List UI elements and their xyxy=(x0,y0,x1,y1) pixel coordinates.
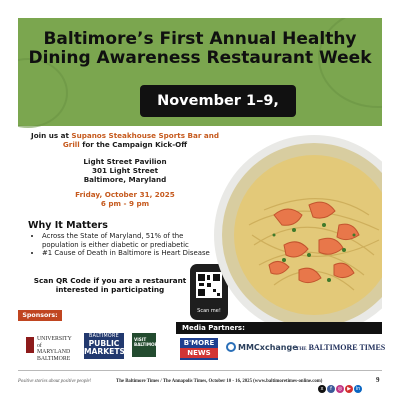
decorative-swirl xyxy=(18,58,68,128)
title-line-2: Dining Awareness Restaurant Week xyxy=(28,48,372,68)
bpm-line: PUBLIC xyxy=(88,339,120,348)
title-line-1: Baltimore’s First Annual Healthy xyxy=(43,29,357,49)
umd-line: UNIVERSITY xyxy=(37,336,72,342)
scan-label: Scan me! xyxy=(197,308,221,314)
footer-divider xyxy=(18,370,382,371)
kickoff-intro xyxy=(26,131,224,149)
baltimore-public-markets-logo xyxy=(84,333,124,359)
intro-pre: Join us at xyxy=(31,131,72,140)
youtube-icon[interactable]: ▶ xyxy=(345,385,353,393)
page-number: 9 xyxy=(376,376,380,384)
bmore-line: B'MORE xyxy=(183,339,215,347)
visit-line: BALTIMORE xyxy=(134,342,161,347)
baltimore-times-logo xyxy=(296,343,385,352)
bpm-line: BALTIMORE xyxy=(89,334,119,339)
bmore-line: NEWS xyxy=(180,348,218,358)
umd-line: of MARYLAND xyxy=(37,342,71,356)
address xyxy=(26,157,224,184)
visit-baltimore-logo xyxy=(132,333,161,357)
event-time xyxy=(26,190,224,208)
umd-logo xyxy=(26,336,76,362)
bt-the: THE xyxy=(296,347,307,352)
event-hours: 6 pm - 9 pm xyxy=(100,199,150,208)
bmore-news-logo xyxy=(180,338,218,360)
linkedin-icon[interactable]: in xyxy=(355,386,361,392)
umd-shield-icon xyxy=(26,337,34,353)
why-item: • #1 Cause of Death in Baltimore is Heart Disease xyxy=(42,249,222,258)
address-line: 301 Light Street xyxy=(91,166,159,175)
footer-tagline: Positive stories about positive people! xyxy=(18,379,92,384)
why-heading: Why It Matters xyxy=(28,220,108,231)
why-item: • Across the State of Maryland, 51% of the population is either diabetic or prediabetic xyxy=(42,232,222,249)
intro-post: for the Campaign Kick-Off xyxy=(79,140,188,149)
event-date: Friday, October 31, 2025 xyxy=(75,190,175,199)
umd-text xyxy=(37,336,76,362)
sponsors-label: Sponsors: xyxy=(18,310,62,321)
event-dates: November 1–9, 2025 xyxy=(140,85,296,117)
mmcxchange-logo xyxy=(226,342,298,352)
instagram-icon[interactable]: ◎ xyxy=(337,386,343,392)
mmc-circle-icon xyxy=(226,342,236,352)
visit-line: VISIT xyxy=(134,337,147,342)
bt-name: BALTIMORE TIMES xyxy=(308,343,386,352)
address-line: Baltimore, Maryland xyxy=(83,175,167,184)
why-list xyxy=(42,232,222,258)
address-line: Light Street Pavilion xyxy=(83,157,167,166)
media-partners-label: Media Partners: xyxy=(176,322,382,334)
umd-line: BALTIMORE xyxy=(37,355,71,362)
footer-publication: The Baltimore Times / The Annapolis Times, October 10 - 16, 2025 (www.baltimoretimes-online.com) xyxy=(116,379,323,384)
facebook-icon[interactable]: f xyxy=(327,385,335,393)
venue-name: Supanos Steakhouse Sports Bar and Grill xyxy=(62,131,219,149)
page-title xyxy=(18,30,382,68)
kickoff-info xyxy=(26,131,224,208)
x-icon[interactable]: x xyxy=(318,385,326,393)
mmc-text: MMCxchange xyxy=(238,343,298,352)
flyer xyxy=(18,18,382,323)
social-icons xyxy=(318,377,363,395)
bpm-line: MARKETS xyxy=(84,347,126,356)
shrimp-pasta-image xyxy=(214,135,382,323)
qr-prompt: Scan QR Code if you are a restaurant interested in participating xyxy=(33,276,187,294)
